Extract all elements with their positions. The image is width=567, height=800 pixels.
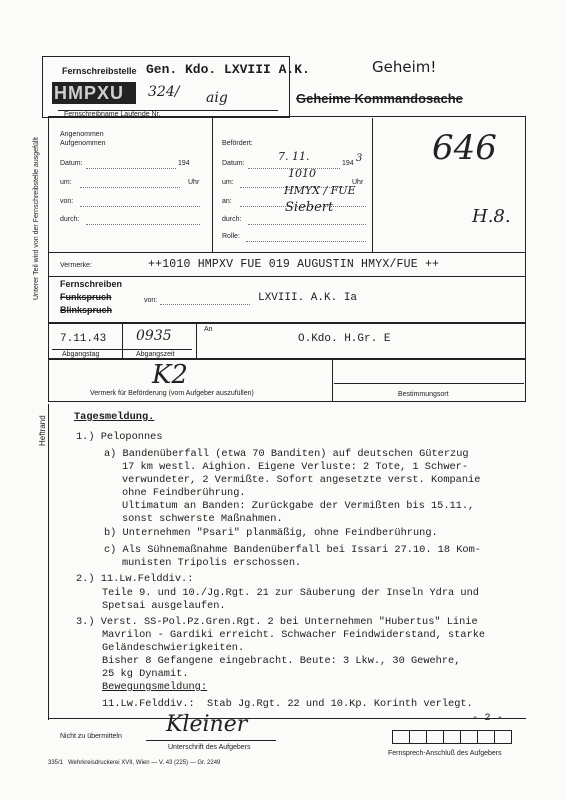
body-line: sonst schwerste Maßnahmen. [122,513,283,525]
phone-digit-box [443,730,460,744]
dispatch-an-value: O.Kdo. H.Gr. E [298,333,391,345]
initials: H.8. [472,206,511,227]
message-type-line3: Blinkspruch [60,305,113,315]
received-uhr-label: Uhr [188,179,200,186]
dispatch-time-label: Abgangszeit [136,351,175,358]
body-title: Tagesmeldung. [74,411,155,423]
received-title-1: Angenommen [60,131,104,138]
body-line: Bisher 8 Gefangene eingebracht. Beute: 3 Lkw., 30 Gewehre, [102,655,461,667]
footer-nicht-zu-uebermitteln: Nicht zu übermitteln [60,733,122,740]
forwarded-year-value: 3 [356,153,363,164]
priority-label: Vermerk für Beförderung (vom Aufgeber auszufüllen) [90,390,254,397]
body-line: Geländeschwierigkeiten. [102,642,245,654]
forwarded-um-label: um: [222,179,234,186]
station-stamp: HMPXU [52,82,136,104]
body-section-1: 1.) Peloponnes [76,431,163,443]
body-line: Teile 9. und 10./Jg.Rgt. 21 zur Säuberung der Inseln Ydra und [102,587,479,599]
body-line: munisten Tripolis erschossen. [122,557,302,569]
destination-label: Bestimmungsort [398,391,449,398]
message-type-line2: Funkspruch [60,292,112,302]
received-datum-label: Datum: [60,160,83,167]
forwarded-uhr-label: Uhr [352,179,364,186]
margin-left-lower: Heftrand [38,415,47,446]
phone-digit-box [426,730,443,744]
body-line: Spetsai ausgelaufen. [102,600,226,612]
vermerke-label: Vermerke: [60,262,92,269]
phone-box-row [392,730,512,744]
phone-digit-box [460,730,477,744]
forwarded-an-value: HMYX / FUE [284,184,356,197]
fernschreibstelle-label: Fernschreibstelle [62,66,137,76]
body-line: b) Unternehmen "Psari" planmäßig, ohne Feindberührung. [104,527,438,539]
phone-digit-box [409,730,426,744]
body-line: ohne Feindberührung. [122,487,246,499]
laufende-nr-suffix: aig [206,90,228,106]
body-subheading: Bewegungsmeldung: [102,681,208,693]
message-von-label: von: [144,297,158,304]
received-title-2: Aufgenommen [60,140,106,147]
forwarded-um-value: 1010 [288,167,316,180]
laufende-nr-value: 324/ [148,84,180,100]
dispatch-time: 0935 [136,328,172,344]
footer-signature-value: Kleiner [166,712,248,737]
forwarded-an-label: an: [222,198,232,205]
received-von-label: von: [60,198,74,205]
margin-left-text: Unterer Teil wird von der Fernschreibstelle ausgefüllt [33,137,40,300]
received-durch-label: durch: [60,216,80,223]
priority-value: K2 [152,360,188,390]
phone-digit-box [494,730,512,744]
forwarded-rolle-label: Rolle: [222,233,240,240]
dispatch-date: 7.11.43 [60,333,107,345]
laufende-nr-label: Fernschreibname Laufende Nr. [64,111,161,118]
forwarded-year-suffix: 194 [342,160,354,167]
stamp-number: 646 [432,128,497,168]
vermerke-text: ++1010 HMPXV FUE 019 AUGUSTIN HMYX/FUE ++ [148,258,440,271]
secret-struck: Geheime Kommandosache [296,91,463,106]
forwarded-datum-value: 7. 11. [278,150,310,163]
phone-digit-box [477,730,494,744]
forwarded-durch-label: durch: [222,216,242,223]
body-line: Mavrilon - Gardiki erreicht. Schwacher Feindwiderstand, starke [102,629,486,641]
body-line: Ultimatum an Banden: Zurückgabe der Vermißten bis 15.11., [122,500,475,512]
forwarded-datum-label: Datum: [222,160,245,167]
received-um-label: um: [60,179,72,186]
footer-phone-label: Fernsprech-Anschluß des Aufgebers [388,750,502,757]
dispatch-row [48,322,526,360]
forwarded-title: Befördert: [222,140,253,147]
body-line: c) Als Sühnemaßnahme Bandenüberfall bei Issari 27.10. 18 Kom- [104,544,481,556]
received-year-suffix: 194 [178,160,190,167]
body-line: verwundeter, 2 Vermißte. Sofort angesetzte verst. Kompanie [122,474,481,486]
body-line: 17 km westl. Aighion. Eigene Verluste: 2 Tote, 1 Schwer- [122,461,469,473]
dispatch-date-label: Abgangstag [62,351,100,358]
footer-signature-label: Unterschrift des Aufgebers [168,744,251,751]
phone-digit-box [392,730,409,744]
body-section-2: 2.) 11.Lw.Felddiv.: [76,573,194,585]
message-von-value: LXVIII. A.K. Ia [258,292,358,304]
fernschreibstelle-value: Gen. Kdo. LXVIII A.K. [146,62,310,77]
message-type-line1: Fernschreiben [60,279,123,289]
footer-printer-line: Wehrkreisdruckerei XVII, Wien — V. 43 (225) — Gr. 2249 [68,760,221,766]
body-line: 11.Lw.Felddiv.: Stab Jg.Rgt. 22 und 10.Kp. Korinth verlegt. [102,698,473,710]
body-line: 25 kg Dynamit. [102,668,189,680]
secret-label: Geheim! [372,58,437,76]
body-line: a) Bandenüberfall (etwa 70 Banditen) auf deutschen Güterzug [104,448,469,460]
forwarded-durch-value: Siebert [285,200,334,215]
footer-form-number: 335/1 [48,760,64,766]
dispatch-an-label: An [204,326,213,333]
body-section-3: 3.) Verst. SS-Pol.Pz.Gren.Rgt. 2 bei Unternehmen "Hubertus" Linie [76,616,478,628]
page-marker: - 2 - [472,712,503,724]
